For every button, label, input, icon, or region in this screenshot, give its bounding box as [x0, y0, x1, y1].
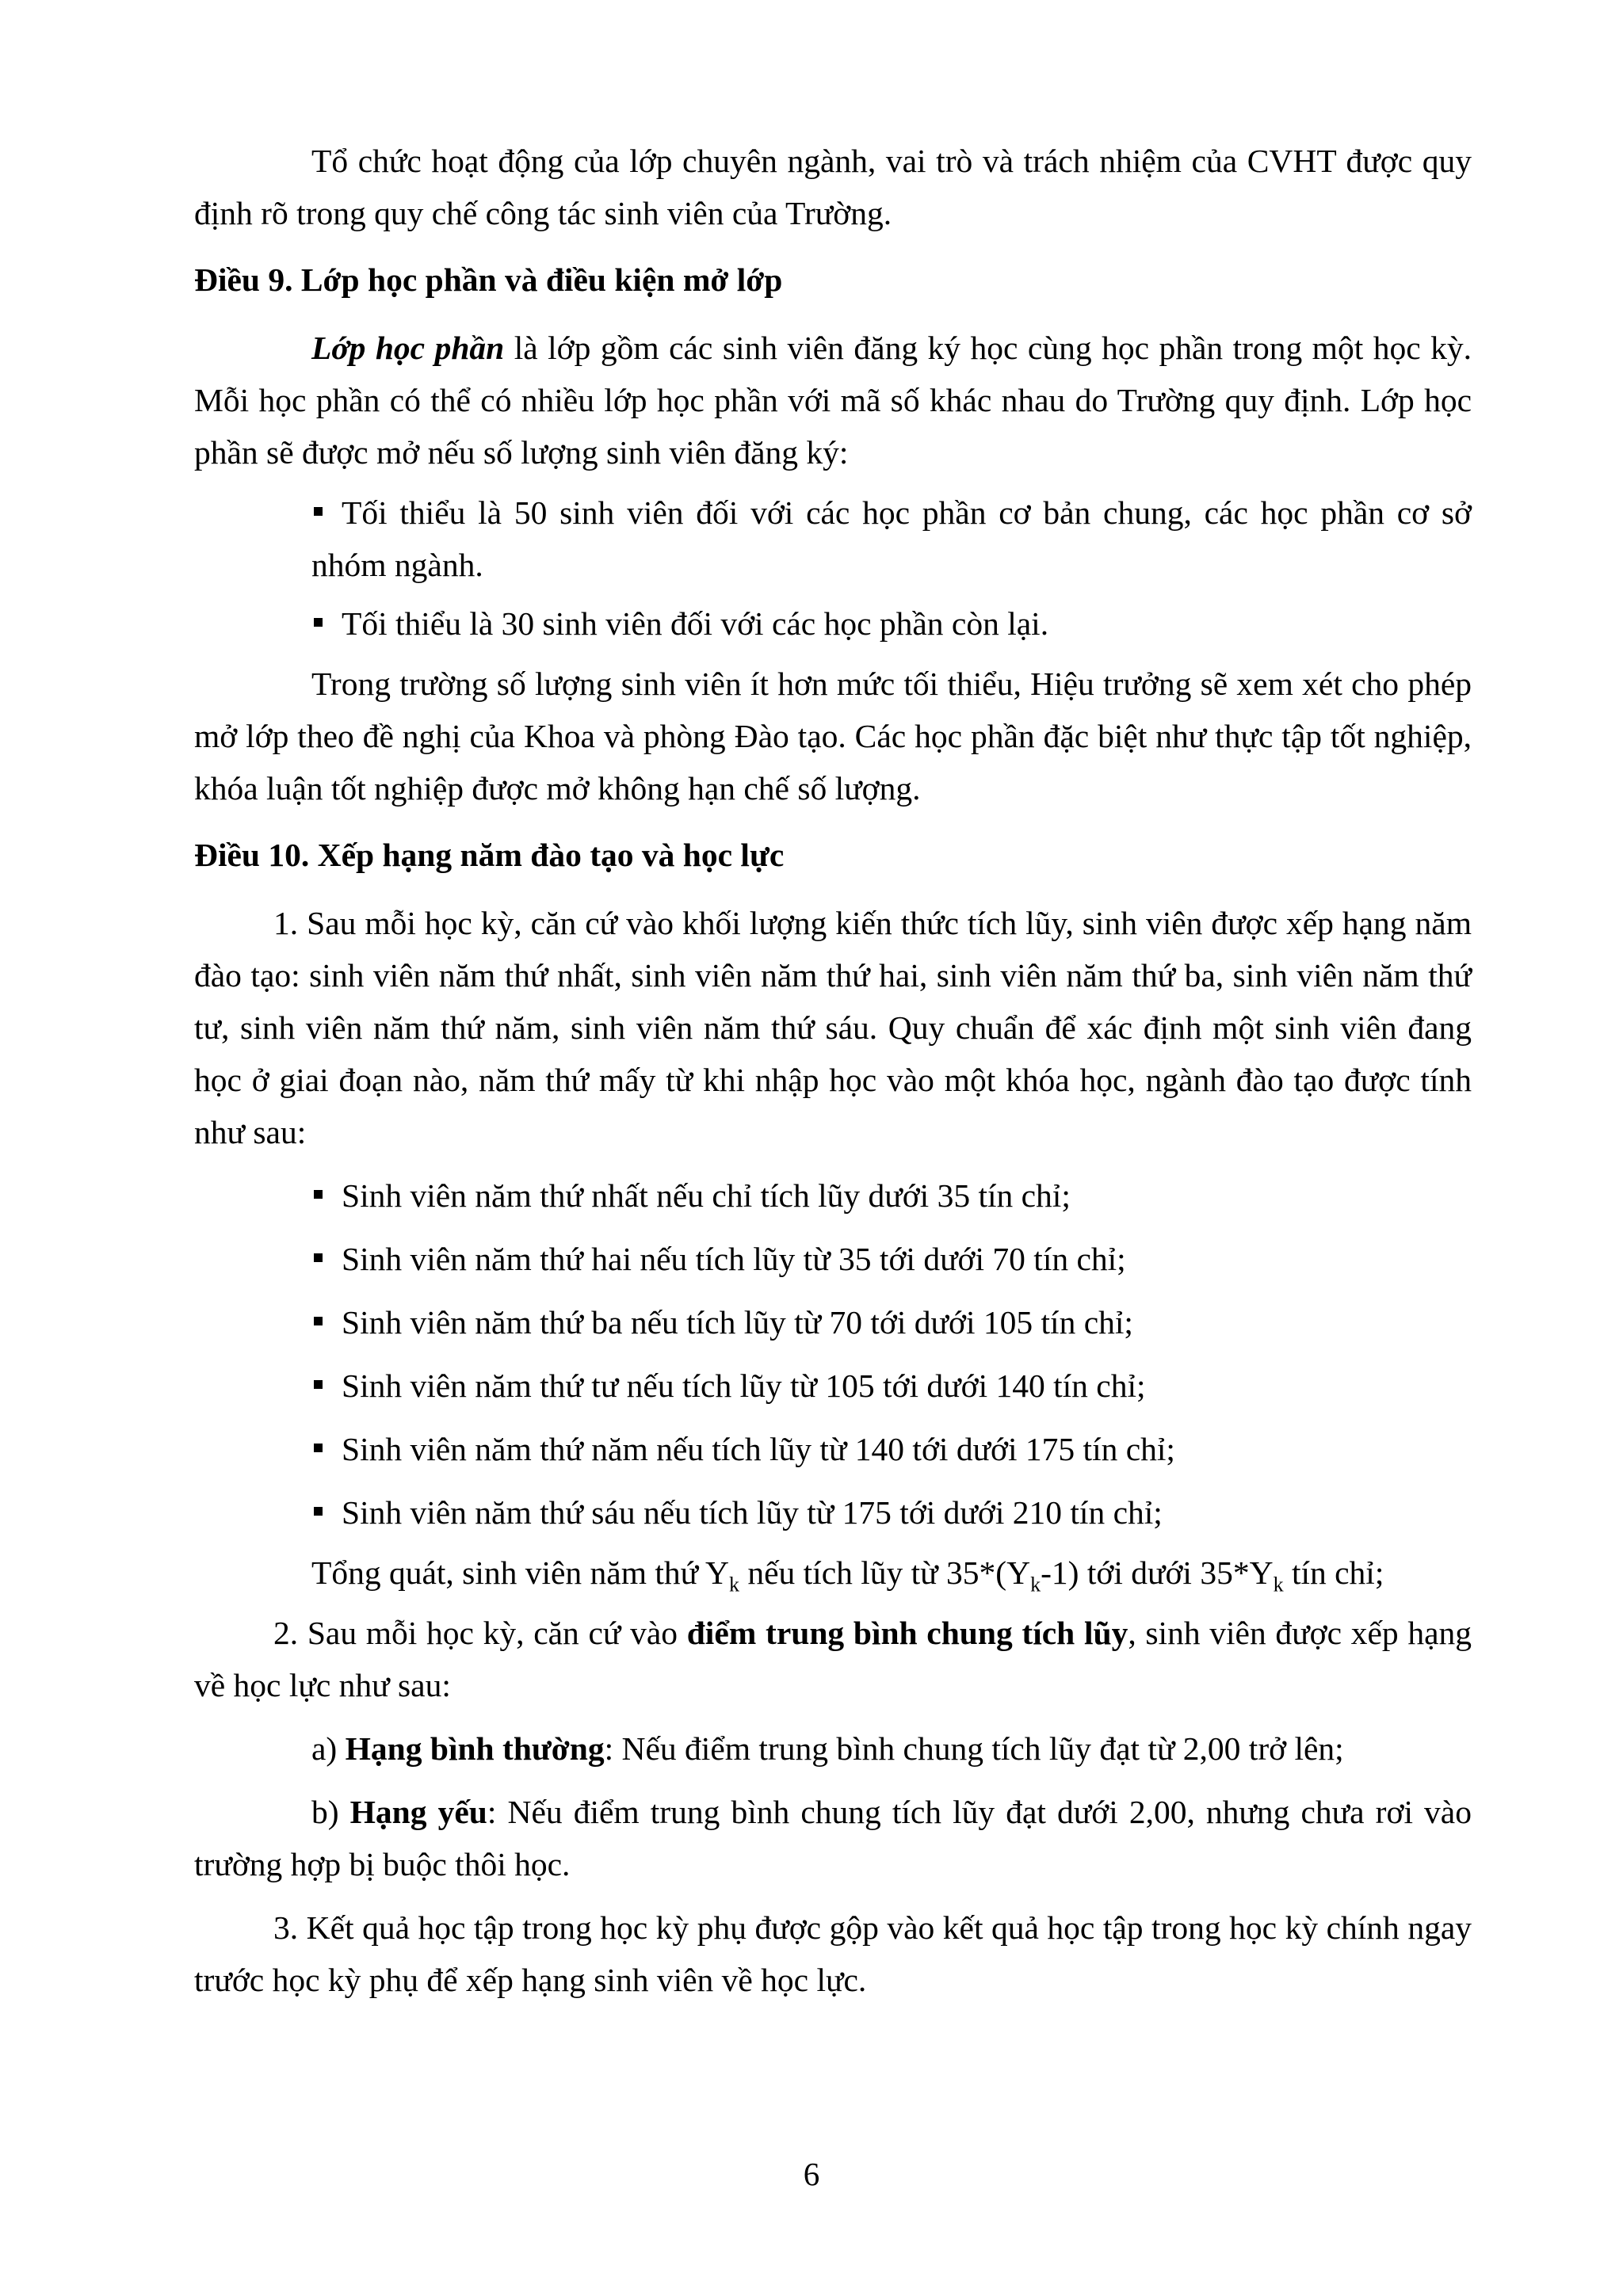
paragraph-text: : Nếu điểm trung bình chung tích lũy đạt từ 2,00 trở lên; [604, 1730, 1344, 1767]
list-item [194, 597, 1472, 650]
item-prefix: a) [311, 1730, 346, 1767]
list-item-text: Tối thiểu là 50 sinh viên đối với các học phần cơ bản chung, các học phần cơ sở nhóm ngành. [311, 494, 1472, 583]
normal-rank-paragraph [194, 1722, 1472, 1775]
list-item-text: Sinh viên năm thứ ba nếu tích lũy từ 70 tới dưới 105 tín chỉ; [342, 1304, 1133, 1341]
article-9-heading: Điều 9. Lớp học phần và điều kiện mở lớp [194, 261, 783, 298]
item-prefix: b) [311, 1794, 350, 1830]
list-item [194, 1423, 1472, 1475]
class-definition-text: là lớp gồm các sinh viên đăng ký học cùng học phần trong một học kỳ. Mỗi học phần có thể có nhiều lớp học phần với mã số khác nhau do Trường quy định. Lớp học phần sẽ được mở nếu số lượng sinh viên đăng ký: [194, 330, 1472, 471]
formula-subscript: k [1030, 1573, 1041, 1596]
document-page [194, 135, 1472, 2006]
bold-term: Hạng yếu [349, 1794, 487, 1830]
paragraph-text: 2. Sau mỗi học kỳ, căn cứ vào [273, 1615, 687, 1651]
paragraph-text: , sinh viên được xếp hạng về học lực như sau: [194, 1615, 1472, 1703]
list-item-text: Sinh viên năm thứ nhất nếu chỉ tích lũy dưới 35 tín chỉ; [342, 1177, 1071, 1214]
formula-text: -1) tới dưới 35*Y [1041, 1554, 1274, 1591]
academic-ranking-paragraph [194, 1607, 1472, 1711]
paragraph-text: : Nếu điểm trung bình chung tích lũy đạt dưới 2,00, nhưng chưa rơi vào trường hợp bị buộc thôi học. [194, 1794, 1472, 1882]
formula-text: Tổng quát, sinh viên năm thứ Y [311, 1554, 729, 1591]
bold-term: điểm trung bình chung tích lũy [686, 1615, 1128, 1651]
formula-text: nếu tích lũy từ 35*(Y [739, 1554, 1031, 1591]
list-item [194, 1233, 1472, 1285]
page-number: 6 [803, 2156, 820, 2192]
class-definition-term: Lớp học phần [311, 330, 505, 366]
list-item [194, 1296, 1472, 1348]
list-item-text: Sinh viên năm thứ năm nếu tích lũy từ 140 tới dưới 175 tín chỉ; [342, 1431, 1175, 1467]
exception-paragraph: Trong trường số lượng sinh viên ít hơn mức tối thiểu, Hiệu trưởng sẽ xem xét cho phép mở lớp theo đề nghị của Khoa và phòng Đào tạo. Các học phần đặc biệt như thực tập tốt nghiệp, khóa luận tốt nghiệp được mở không hạn chế số lượng. [194, 666, 1472, 807]
bold-term: Hạng bình thường [345, 1730, 605, 1767]
list-item-text: Sinh viên năm thứ sáu nếu tích lũy từ 175 tới dưới 210 tín chỉ; [342, 1494, 1163, 1531]
intro-paragraph: Tổ chức hoạt động của lớp chuyên ngành, vai trò và trách nhiệm của CVHT được quy định rõ trong quy chế công tác sinh viên của Trường. [194, 143, 1472, 231]
formula-subscript: k [728, 1573, 739, 1596]
list-item-text: Sinh viên năm thứ hai nếu tích lũy từ 35 tới dưới 70 tín chỉ; [342, 1241, 1126, 1277]
list-item-text: Tối thiểu là 30 sinh viên đối với các học phần còn lại. [342, 605, 1049, 642]
summer-term-paragraph: 3. Kết quả học tập trong học kỳ phụ được gộp vào kết quả học tập trong học kỳ chính ngay trước học kỳ phụ để xếp hạng sinh viên về học lực. [194, 1909, 1472, 1998]
class-definition-paragraph [194, 322, 1472, 479]
general-formula-paragraph [194, 1547, 1472, 1599]
weak-rank-paragraph [194, 1786, 1472, 1890]
list-item [194, 1169, 1472, 1222]
year-ranking-paragraph: 1. Sau mỗi học kỳ, căn cứ vào khối lượng kiến thức tích lũy, sinh viên được xếp hạng năm đào tạo: sinh viên năm thứ nhất, sinh viên năm thứ hai, sinh viên năm thứ ba, sinh viên năm thứ tư, sinh viên năm thứ năm, sinh viên năm thứ sáu. Quy chuẩn để xác định một sinh viên đang học ở giai đoạn nào, năm thứ mấy từ khi nhập học vào một khóa học, ngành đào tạo được tính như sau: [194, 905, 1472, 1150]
article-10-heading: Điều 10. Xếp hạng năm đào tạo và học lực [194, 837, 785, 873]
list-item [194, 486, 1472, 591]
formula-subscript: k [1273, 1573, 1284, 1596]
formula-text: tín chỉ; [1283, 1554, 1384, 1591]
list-item [194, 1360, 1472, 1412]
list-item [194, 1486, 1472, 1539]
list-item-text: Sinh viên năm thứ tư nếu tích lũy từ 105 tới dưới 140 tín chỉ; [342, 1367, 1146, 1404]
